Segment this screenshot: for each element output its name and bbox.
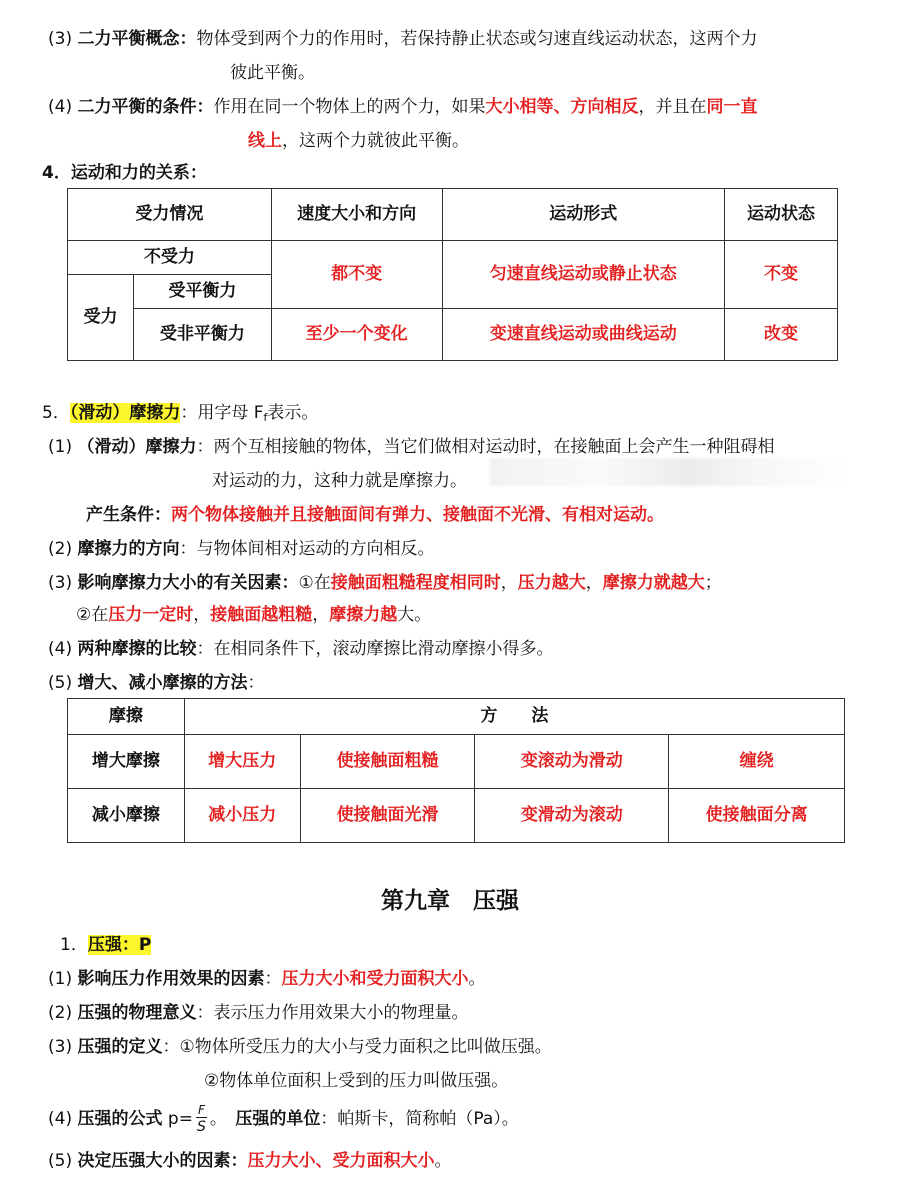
text: ②在 — [76, 605, 109, 625]
header-cell: 摩擦 — [68, 699, 185, 735]
para-5-3 — [48, 572, 722, 595]
table-cell: 改变 — [725, 309, 838, 361]
table-cell: 使接触面粗糙 — [300, 735, 475, 789]
key-text: 压力大小、受力面积大小 — [247, 1151, 435, 1171]
highlighted-term: （滑动）摩擦力 — [69, 403, 181, 423]
term: （滑动）摩擦力 — [77, 437, 197, 457]
para-num: (2) — [48, 539, 73, 559]
text: ， — [500, 573, 518, 593]
header-cell: 运动形式 — [442, 189, 725, 241]
term: 压强的单位 — [235, 1109, 321, 1129]
table-cell: 至少一个变化 — [271, 309, 442, 361]
text: ：用字母 F — [180, 403, 264, 423]
term: 影响压力作用效果的因素 — [77, 969, 265, 989]
table-cell: 变速直线运动或曲线运动 — [442, 309, 725, 361]
table-cell: 受平衡力 — [133, 275, 271, 309]
table-cell: 变滚动为滑动 — [475, 735, 669, 789]
table-cell: 减小摩擦 — [68, 789, 185, 843]
ch9-para-2 — [48, 1002, 469, 1025]
table-cell: 受非平衡力 — [133, 309, 271, 361]
para-num: (1) — [48, 969, 73, 989]
table-cell: 增大摩擦 — [68, 735, 185, 789]
para-5-1 — [48, 436, 775, 459]
section-5-heading — [42, 402, 318, 426]
condition-line — [86, 504, 664, 527]
key-text: 压力一定时 — [108, 605, 194, 625]
fraction-denominator: S — [196, 1119, 206, 1135]
key-text: 接触面越粗糙 — [210, 605, 313, 625]
key-text: 同一直 — [706, 97, 758, 117]
key-text: 摩擦力越 — [329, 605, 398, 625]
subscript: f — [263, 411, 268, 424]
para-5-3-cont — [76, 604, 431, 627]
formula: p= — [167, 1109, 193, 1129]
key-text: 压力越大 — [517, 573, 586, 593]
table-cell: 增大压力 — [184, 735, 300, 789]
term: 增大、减小摩擦的方法 — [77, 673, 248, 693]
text: ，并且在 — [638, 97, 707, 117]
chapter-title: 第九章 压强 — [381, 888, 519, 914]
text: 大。 — [397, 605, 432, 625]
friction-methods-table — [67, 698, 845, 843]
text: ①在 — [298, 573, 331, 593]
ch9-para-4 — [48, 1104, 519, 1134]
table-cell: 不受力 — [68, 241, 272, 275]
text: ： — [264, 969, 282, 989]
table-cell: 缠绕 — [669, 735, 845, 789]
text: ； — [704, 573, 722, 593]
text: 对运动的力，这种力就是摩擦力。 — [212, 471, 467, 491]
term: 压强的定义 — [77, 1037, 163, 1057]
text: 物体受到两个力的作用时，若保持静止状态或匀速直线运动状态，这两个力 — [196, 29, 758, 49]
text: ： — [247, 673, 265, 693]
term: 影响摩擦力大小的有关因素： — [77, 573, 299, 593]
text: ：在相同条件下，滚动摩擦比滑动摩擦小得多。 — [196, 639, 554, 659]
pressure-formula-fraction — [196, 1104, 207, 1134]
term: 两种摩擦的比较 — [77, 639, 197, 659]
highlighted-term: 压强：P — [87, 935, 152, 955]
table-cell: 不变 — [725, 241, 838, 309]
header-cell: 运动状态 — [725, 189, 838, 241]
para-5-2 — [48, 538, 435, 561]
fraction-numerator: F — [197, 1103, 205, 1117]
para-num: 5． — [42, 403, 70, 423]
ch9-para-5 — [48, 1150, 452, 1173]
key-text: 大小相等、方向相反 — [485, 97, 639, 117]
text: ②物体单位面积上受到的压力叫做压强。 — [204, 1071, 509, 1091]
para-num: (3) — [48, 573, 73, 593]
table-cell: 使接触面光滑 — [300, 789, 475, 843]
key-text: 压力大小和受力面积大小 — [281, 969, 469, 989]
text: ：两个互相接触的物体，当它们做相对运动时，在接触面上会产生一种阻碍相 — [196, 437, 775, 457]
para-num: (3) — [48, 1037, 73, 1057]
section-4-heading: 4．运动和力的关系： — [42, 163, 207, 183]
text: ，这两个力就彼此平衡。 — [282, 131, 469, 151]
para-num: 1． — [60, 935, 88, 955]
table-cell: 变滑动为滚动 — [475, 789, 669, 843]
term: 决定压强大小的因素： — [77, 1151, 248, 1171]
text: 作用在同一个物体上的两个力，如果 — [213, 97, 486, 117]
para-num: (5) — [48, 1151, 73, 1171]
header-cell: 受力情况 — [68, 189, 272, 241]
table-cell: 受力 — [68, 275, 134, 361]
term: 二力平衡的条件： — [77, 97, 214, 117]
text: 。 — [434, 1151, 452, 1171]
header-cell: 方 法 — [184, 699, 844, 735]
para-num: (3) — [48, 29, 73, 49]
term: 二力平衡概念： — [77, 29, 197, 49]
text: ， — [585, 573, 603, 593]
text: ：①物体所受压力的大小与受力面积之比叫做压强。 — [162, 1037, 552, 1057]
motion-force-table — [67, 188, 838, 361]
text: ， — [312, 605, 330, 625]
para-num: (5) — [48, 673, 73, 693]
table-cell: 都不变 — [271, 241, 442, 309]
para-num: (2) — [48, 1003, 73, 1023]
text: ：与物体间相对运动的方向相反。 — [179, 539, 435, 559]
key-text: 摩擦力就越大 — [602, 573, 705, 593]
table-cell: 使接触面分离 — [669, 789, 845, 843]
key-text: 两个物体接触并且接触面间有弹力、接触面不光滑、有相对运动。 — [171, 505, 664, 525]
para-4 — [48, 96, 758, 119]
text: ：表示压力作用效果大小的物理量。 — [196, 1003, 469, 1023]
para-num: (4) — [48, 639, 73, 659]
para-4-cont — [248, 130, 469, 153]
key-text: 接触面粗糙程度相同时 — [330, 573, 501, 593]
blurred-region — [490, 458, 850, 486]
term: 压强的物理意义 — [77, 1003, 197, 1023]
para-num: (4) — [48, 97, 73, 117]
text: 彼此平衡。 — [230, 63, 315, 83]
table-cell: 减小压力 — [184, 789, 300, 843]
text: 。 — [209, 1109, 236, 1129]
ch9-para-3 — [48, 1036, 552, 1059]
term: 压强的公式 — [77, 1109, 163, 1129]
ch9-heading-1 — [60, 934, 151, 957]
ch9-para-1 — [48, 968, 486, 991]
para-num: (1) — [48, 437, 73, 457]
text: ：帕斯卡，简称帕（Pa）。 — [320, 1109, 519, 1129]
table-cell: 匀速直线运动或静止状态 — [442, 241, 725, 309]
text: 。 — [468, 969, 486, 989]
para-5-5 — [48, 672, 265, 695]
para-3-cont — [230, 62, 315, 85]
term: 产生条件： — [86, 505, 171, 525]
text: 表示。 — [267, 403, 319, 423]
key-text: 线上 — [248, 131, 282, 151]
text: ， — [193, 605, 211, 625]
para-num: (4) — [48, 1109, 73, 1129]
para-3 — [48, 28, 758, 51]
term: 摩擦力的方向 — [77, 539, 180, 559]
header-cell: 速度大小和方向 — [271, 189, 442, 241]
para-5-1-cont — [212, 470, 467, 493]
para-5-4 — [48, 638, 554, 661]
ch9-para-3-cont — [204, 1070, 508, 1093]
